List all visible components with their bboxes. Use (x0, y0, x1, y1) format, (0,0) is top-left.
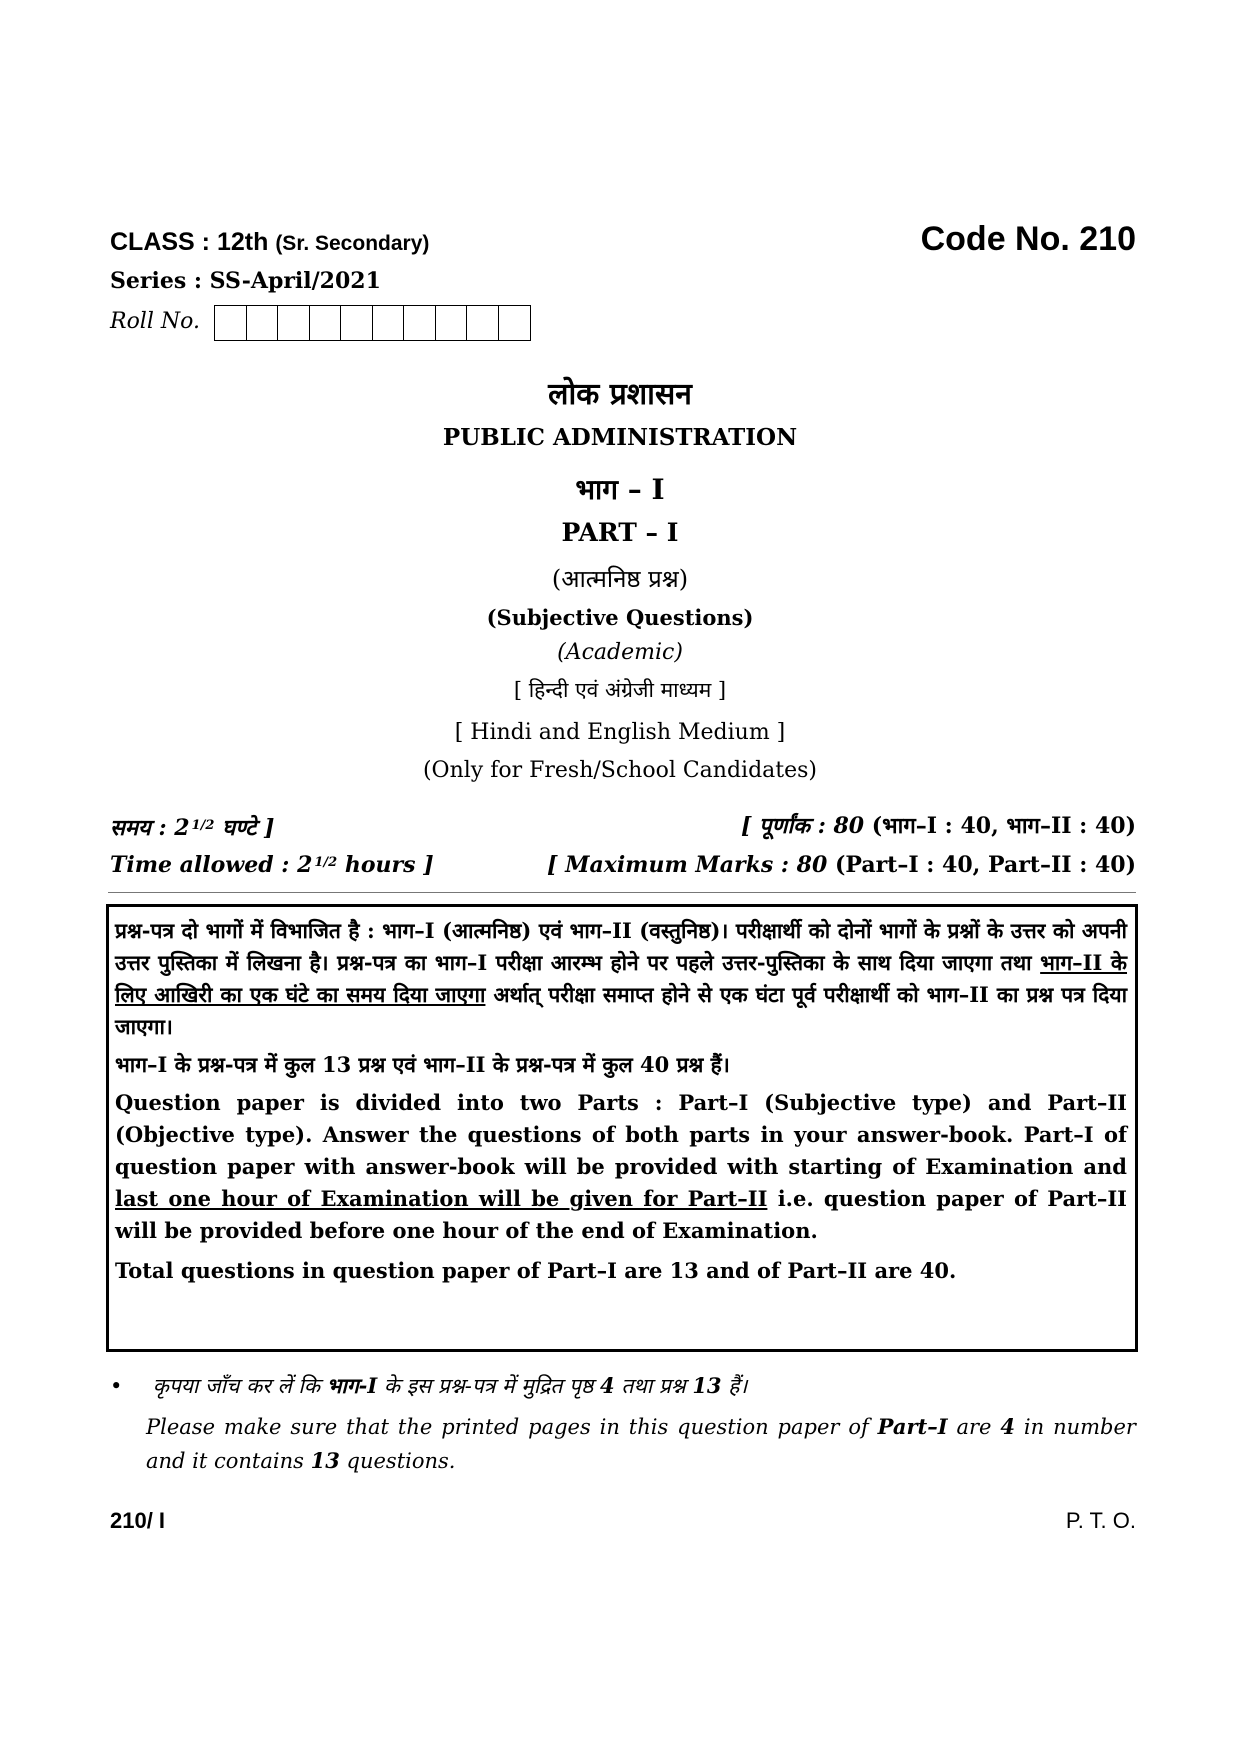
question-type-english: (Subjective Questions) (486, 605, 754, 630)
note-hi-a: कृपया जाँच कर लें कि (152, 1374, 320, 1398)
time-en-prefix: Time allowed : 2 (110, 852, 313, 878)
note-en-e: in number and it contains (146, 1415, 1136, 1473)
part-title-english: PART – I (561, 518, 679, 547)
instruction-hindi-2: भाग–I के प्रश्न-पत्र में कुल 13 प्रश्न एवं भाग–II के प्रश्न-पत्र में कुल 40 प्रश्न हैं। (115, 1052, 730, 1077)
note-hi-d: 4 (600, 1373, 615, 1398)
roll-no-box (341, 306, 373, 340)
instruction-en-1b: i.e. question paper of Part–II will be provided before one hour of the end of Examination. (115, 1186, 1128, 1243)
roll-no-boxes (214, 305, 531, 341)
note-en-g: questions. (346, 1449, 456, 1473)
time-allowed-hindi (110, 812, 274, 842)
instruction-hindi-1 (115, 915, 1127, 1043)
instructions-box (106, 904, 1138, 1352)
note-en-c: are (956, 1415, 992, 1439)
time-hi-prefix: समय : 2 (110, 815, 190, 841)
pto-label: P. T. O. (1065, 1508, 1136, 1533)
class-label (110, 228, 429, 257)
time-hi-suffix: घण्टे ] (222, 815, 275, 841)
part-title-hindi: भाग – I (575, 473, 665, 506)
roll-no-box (215, 306, 247, 340)
instruction-hi-1a: प्रश्न-पत्र दो भागों में विभाजित है : भाग–I (आत्मनिष्ठ) एवं भाग–II (वस्तुनिष्ठ)। परीक्षार्थी को दोनों भागों के प्रश्नों के उत्तर को अपनी उत्तर पुस्तिका में लिखना है। प्रश्न-पत्र का भाग–I परीक्षा आरम्भ होने पर पहले उत्तर-पुस्तिका के साथ दिया जाएगा तथा (115, 918, 1127, 975)
subject-title-english: PUBLIC ADMINISTRATION (442, 424, 798, 451)
time-allowed-english (110, 852, 434, 878)
series-label: Series : SS-April/2021 (110, 268, 381, 294)
max-marks-hindi (741, 810, 1136, 840)
roll-no-box (436, 306, 468, 340)
roll-no-box (247, 306, 279, 340)
time-fraction-en: 1/2 (314, 855, 338, 870)
roll-no-box (373, 306, 405, 340)
medium-english: [ Hindi and English Medium ] (454, 720, 786, 745)
max-marks-english (547, 852, 1136, 878)
roll-no-box (499, 306, 531, 340)
instruction-en-1a: Question paper is divided into two Parts : Part–I (Subjective type) and Part–II (Objective type). Answer the questions of both parts in your answer-book. Part–I of question paper with answer-book will be provided with starting of Examination and (115, 1090, 1127, 1179)
time-en-suffix: hours ] (344, 852, 434, 878)
roll-no-box (278, 306, 310, 340)
note-en-b: Part–I (877, 1414, 948, 1439)
instruction-en-1-underlined: last one hour of Examination will be given for Part–II (115, 1186, 768, 1211)
instruction-hi-1-underlined: भाग–II के लिए आखिरी का एक घंटे का समय दिया जाएगा (115, 950, 1128, 1007)
code-number: Code No. 210 (920, 220, 1136, 258)
marks-en-breakdown: (Part–I : 40, Part–II : 40) (834, 852, 1136, 878)
subject-title-hindi: लोक प्रशासन (548, 377, 692, 412)
instruction-english-2: Total questions in question paper of Part–I are 13 and of Part–II are 40. (115, 1258, 957, 1283)
candidate-eligibility: (Only for Fresh/School Candidates) (422, 758, 818, 783)
page-check-note-english (146, 1410, 1136, 1478)
note-hi-c: के इस प्रश्न-पत्र में मुद्रित पृष्ठ (383, 1374, 594, 1398)
roll-no-box (404, 306, 436, 340)
instruction-hi-1b: अर्थात् परीक्षा समाप्त होने से एक घंटा पूर्व परीक्षार्थी को भाग–II का प्रश्न पत्र दिया जाएगा। (115, 982, 1128, 1039)
roll-no-label: Roll No. (110, 309, 200, 334)
medium-hindi: [ हिन्दी एवं अंग्रेजी माध्यम ] (513, 678, 727, 702)
note-hi-b: भाग-I (326, 1373, 378, 1398)
question-type-hindi: (आत्मनिष्ठ प्रश्न) (551, 565, 689, 593)
class-sub-text: (Sr. Secondary) (275, 232, 430, 255)
note-hi-f: 13 (692, 1373, 722, 1398)
note-en-d: 4 (1000, 1414, 1016, 1439)
note-hi-g: हैं। (728, 1374, 748, 1398)
marks-hi-breakdown: (भाग–I : 40, भाग–II : 40) (871, 813, 1136, 839)
marks-en-total: [ Maximum Marks : 80 (547, 852, 828, 878)
note-en-f: 13 (310, 1448, 340, 1473)
note-en-a: Please make sure that the printed pages in this question paper of (146, 1415, 869, 1439)
marks-hi-total: [ पूर्णांक : 80 (740, 813, 865, 839)
page-check-note-hindi (110, 1372, 747, 1400)
academic-label: (Academic) (557, 640, 683, 665)
bullet-icon: • (110, 1374, 123, 1398)
footer-code: 210/ I (110, 1508, 166, 1533)
instruction-english-1 (115, 1087, 1127, 1247)
divider (108, 892, 1136, 893)
time-fraction: 1/2 (191, 818, 215, 833)
note-hi-e: तथा प्रश्न (621, 1374, 686, 1398)
roll-no-box (467, 306, 499, 340)
class-text: CLASS : 12th (110, 228, 269, 256)
roll-no-box (310, 306, 342, 340)
